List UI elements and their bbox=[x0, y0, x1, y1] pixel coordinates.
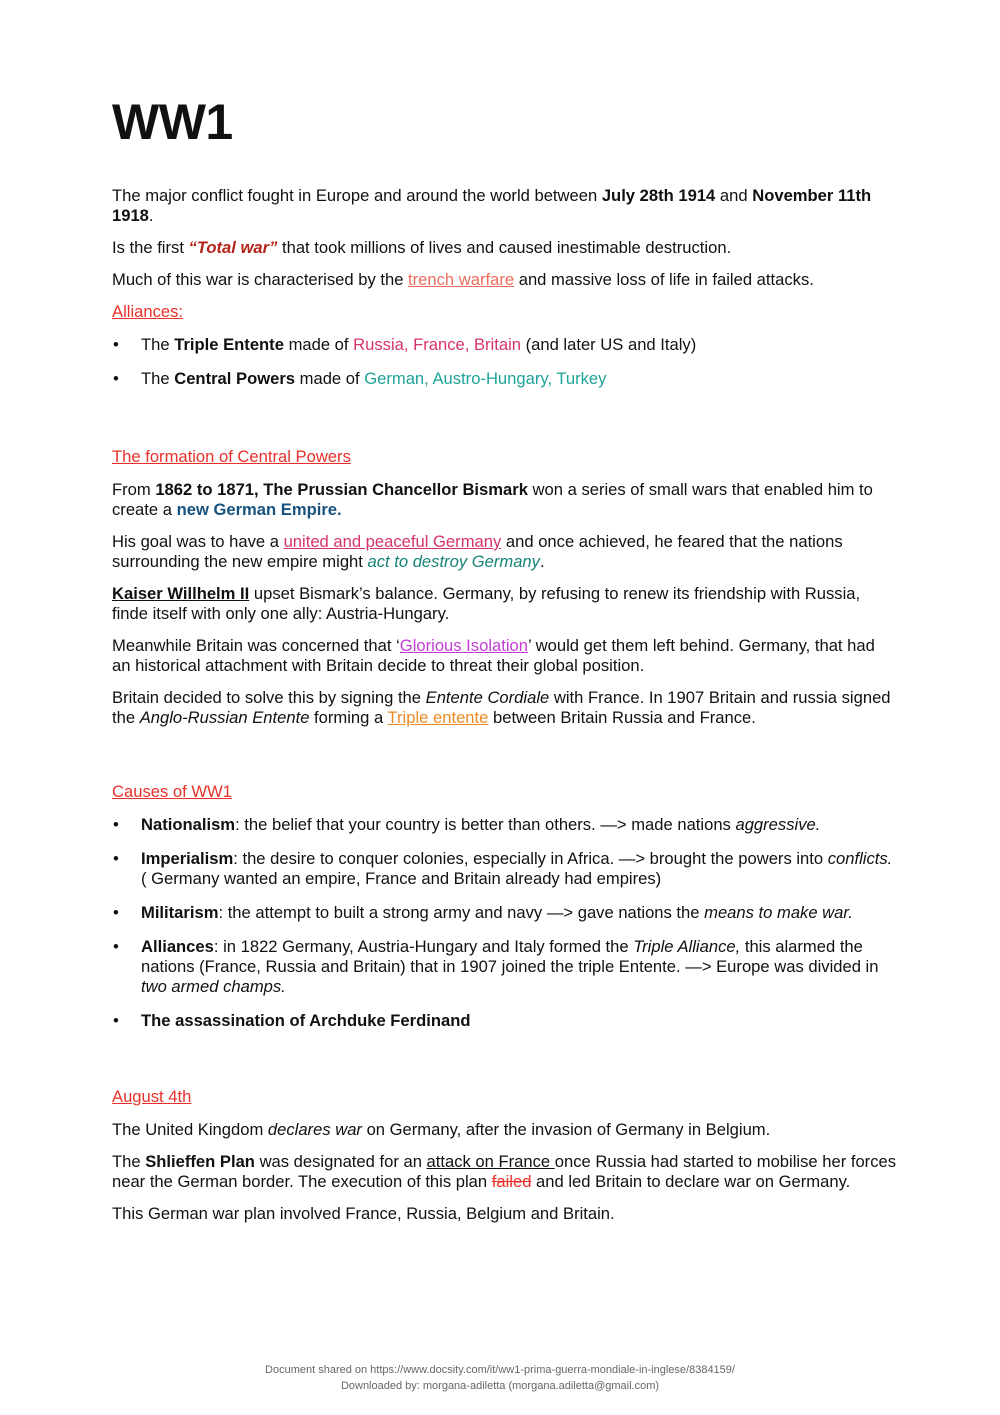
intro-paragraph-trench bbox=[112, 270, 897, 290]
text: forming a bbox=[309, 708, 388, 727]
end-date: November 11th 1918 bbox=[112, 186, 872, 225]
text: and once achieved, he feared that the nations surrounding the new empire might bbox=[112, 532, 843, 571]
alliance-members: German, Austro-Hungary, Turkey bbox=[364, 369, 607, 388]
formation-paragraph-isolation bbox=[112, 636, 897, 676]
text: was designated for an bbox=[254, 1152, 427, 1171]
causes-list bbox=[112, 815, 897, 1031]
text: The bbox=[112, 1152, 146, 1171]
bullet: • bbox=[113, 1011, 119, 1030]
august-paragraph-involved: This German war plan involved France, Russia, Belgium and Britain. bbox=[112, 1204, 615, 1223]
cause-name: Alliances bbox=[141, 937, 214, 956]
emphasis: Triple Alliance, bbox=[633, 937, 741, 956]
trench-warfare-term: trench warfare bbox=[408, 270, 515, 289]
text: and led Britain to declare war on Germany. bbox=[531, 1172, 851, 1191]
august-paragraph-declaration bbox=[112, 1120, 897, 1140]
text: made of bbox=[283, 335, 354, 354]
text: : the belief that your country is better than others. —> made nations bbox=[235, 815, 736, 834]
alliances-list bbox=[112, 335, 897, 389]
text: once Russia had started to mobilise her forces near the German border. The execution of this plan bbox=[112, 1152, 897, 1191]
text: and bbox=[715, 186, 753, 205]
formation-paragraph-bismark bbox=[112, 480, 897, 520]
failed-term: failed bbox=[491, 1172, 532, 1191]
footer-shared-link: Document shared on https://www.docsity.com/it/ww1-prima-guerra-mondiale-in-inglese/8384159/ bbox=[265, 1364, 735, 1376]
cause-name: Imperialism bbox=[141, 849, 234, 868]
section-heading-formation: The formation of Central Powers bbox=[112, 447, 351, 466]
formation-paragraph-goal bbox=[112, 532, 897, 572]
text: The major conflict fought in Europe and around the world between bbox=[112, 186, 602, 205]
triple-entente-term: Triple entente bbox=[387, 708, 489, 727]
list-item bbox=[112, 1011, 897, 1031]
start-date: July 28th 1914 bbox=[601, 186, 716, 205]
spacer bbox=[112, 740, 897, 782]
document-title: WW1 bbox=[112, 94, 233, 150]
kaiser-name: Kaiser Willhelm II bbox=[112, 584, 250, 603]
list-item bbox=[112, 937, 897, 997]
formation-paragraph-kaiser bbox=[112, 584, 897, 624]
bullet: • bbox=[113, 369, 119, 388]
emphasis: two armed champs. bbox=[141, 977, 286, 996]
text: this alarmed the nations (France, Russia and Britain) that in 1907 joined the triple Entente. —> Europe was divided in bbox=[141, 937, 879, 976]
alliance-name: Central Powers bbox=[174, 369, 296, 388]
text: upset Bismark’s balance. Germany, by refusing to renew its friendship with Russia, finde itself with only one ally: Austria-Hungary. bbox=[112, 584, 861, 623]
text: Meanwhile Britain was concerned that ‘ bbox=[112, 636, 400, 655]
text: . bbox=[148, 206, 154, 225]
anglo-russian-term: Anglo-Russian Entente bbox=[139, 708, 310, 727]
text: made of bbox=[295, 369, 365, 388]
alliance-name: Triple Entente bbox=[174, 335, 284, 354]
text: : in 1822 Germany, Austria-Hungary and Italy formed the bbox=[213, 937, 634, 956]
spacer bbox=[112, 403, 897, 447]
cause-name: Nationalism bbox=[141, 815, 236, 834]
spacer bbox=[112, 1045, 897, 1087]
text: (and later US and Italy) bbox=[520, 335, 697, 354]
intro-paragraph-dates bbox=[112, 186, 897, 226]
text: with France. In 1907 Britain and russia signed the bbox=[112, 688, 891, 727]
page-footer bbox=[0, 1362, 1000, 1394]
total-war-term: “Total war” bbox=[188, 238, 278, 257]
document-page bbox=[112, 92, 897, 1236]
august-paragraph-schlieffen bbox=[112, 1152, 897, 1192]
text: His goal was to have a bbox=[112, 532, 284, 551]
attack-term: attack on France bbox=[426, 1152, 555, 1171]
emphasis: aggressive. bbox=[735, 815, 821, 834]
text: between Britain Russia and France. bbox=[488, 708, 756, 727]
text: The bbox=[141, 335, 175, 354]
bullet: • bbox=[113, 937, 119, 956]
german-empire-term: new German Empire. bbox=[176, 500, 342, 519]
text: Much of this war is characterised by the bbox=[112, 270, 409, 289]
text: ( Germany wanted an empire, France and Britain already had empires) bbox=[141, 869, 662, 888]
formation-paragraph-entente bbox=[112, 688, 897, 728]
emphasis: conflicts. bbox=[827, 849, 893, 868]
plan-name: Shlieffen Plan bbox=[145, 1152, 255, 1171]
text: and massive loss of life in failed attacks. bbox=[514, 270, 814, 289]
cause-name: Militarism bbox=[141, 903, 219, 922]
cause-name: The assassination of Archduke Ferdinand bbox=[141, 1011, 471, 1030]
alliance-members: Russia, France, Britain bbox=[353, 335, 521, 354]
text: Is the first bbox=[112, 238, 189, 257]
entente-cordiale-term: Entente Cordiale bbox=[425, 688, 550, 707]
text: that took millions of lives and caused inestimable destruction. bbox=[277, 238, 732, 257]
text: ’ would get them left behind. Germany, that had an historical attachment with Britain decide to threat their global position. bbox=[112, 636, 875, 675]
text: Britain decided to solve this by signing the bbox=[112, 688, 426, 707]
list-item bbox=[112, 815, 897, 835]
bullet: • bbox=[113, 815, 119, 834]
section-heading-causes: Causes of WW1 bbox=[112, 782, 232, 801]
text: . bbox=[539, 552, 545, 571]
united-germany-term: united and peaceful Germany bbox=[283, 532, 502, 551]
text: From bbox=[112, 480, 156, 499]
intro-paragraph-total-war bbox=[112, 238, 897, 258]
list-item bbox=[112, 849, 897, 889]
text: : the attempt to built a strong army and navy —> gave nations the bbox=[218, 903, 705, 922]
text: The United Kingdom bbox=[112, 1120, 268, 1139]
bullet: • bbox=[113, 849, 119, 868]
bismark-period: 1862 to 1871, The Prussian Chancellor Bismark bbox=[155, 480, 528, 499]
footer-downloaded-by: Downloaded by: morgana-adiletta (morgana.adiletta@gmail.com) bbox=[340, 1380, 660, 1392]
text: : the desire to conquer colonies, especially in Africa. —> brought the powers into bbox=[233, 849, 828, 868]
emphasis: means to make war. bbox=[704, 903, 853, 922]
glorious-isolation-term: Glorious Isolation bbox=[399, 636, 528, 655]
list-item bbox=[112, 335, 897, 355]
list-item bbox=[112, 903, 897, 923]
text: The bbox=[141, 369, 175, 388]
list-item bbox=[112, 369, 897, 389]
section-heading-alliances: Alliances: bbox=[112, 302, 184, 321]
section-heading-august: August 4th bbox=[112, 1087, 192, 1106]
text: on Germany, after the invasion of Germany in Belgium. bbox=[361, 1120, 771, 1139]
declares-war-term: declares war bbox=[267, 1120, 362, 1139]
destroy-germany-term: act to destroy Germany bbox=[367, 552, 540, 571]
bullet: • bbox=[113, 335, 119, 354]
text: won a series of small wars that enabled him to create a bbox=[112, 480, 873, 519]
bullet: • bbox=[113, 903, 119, 922]
